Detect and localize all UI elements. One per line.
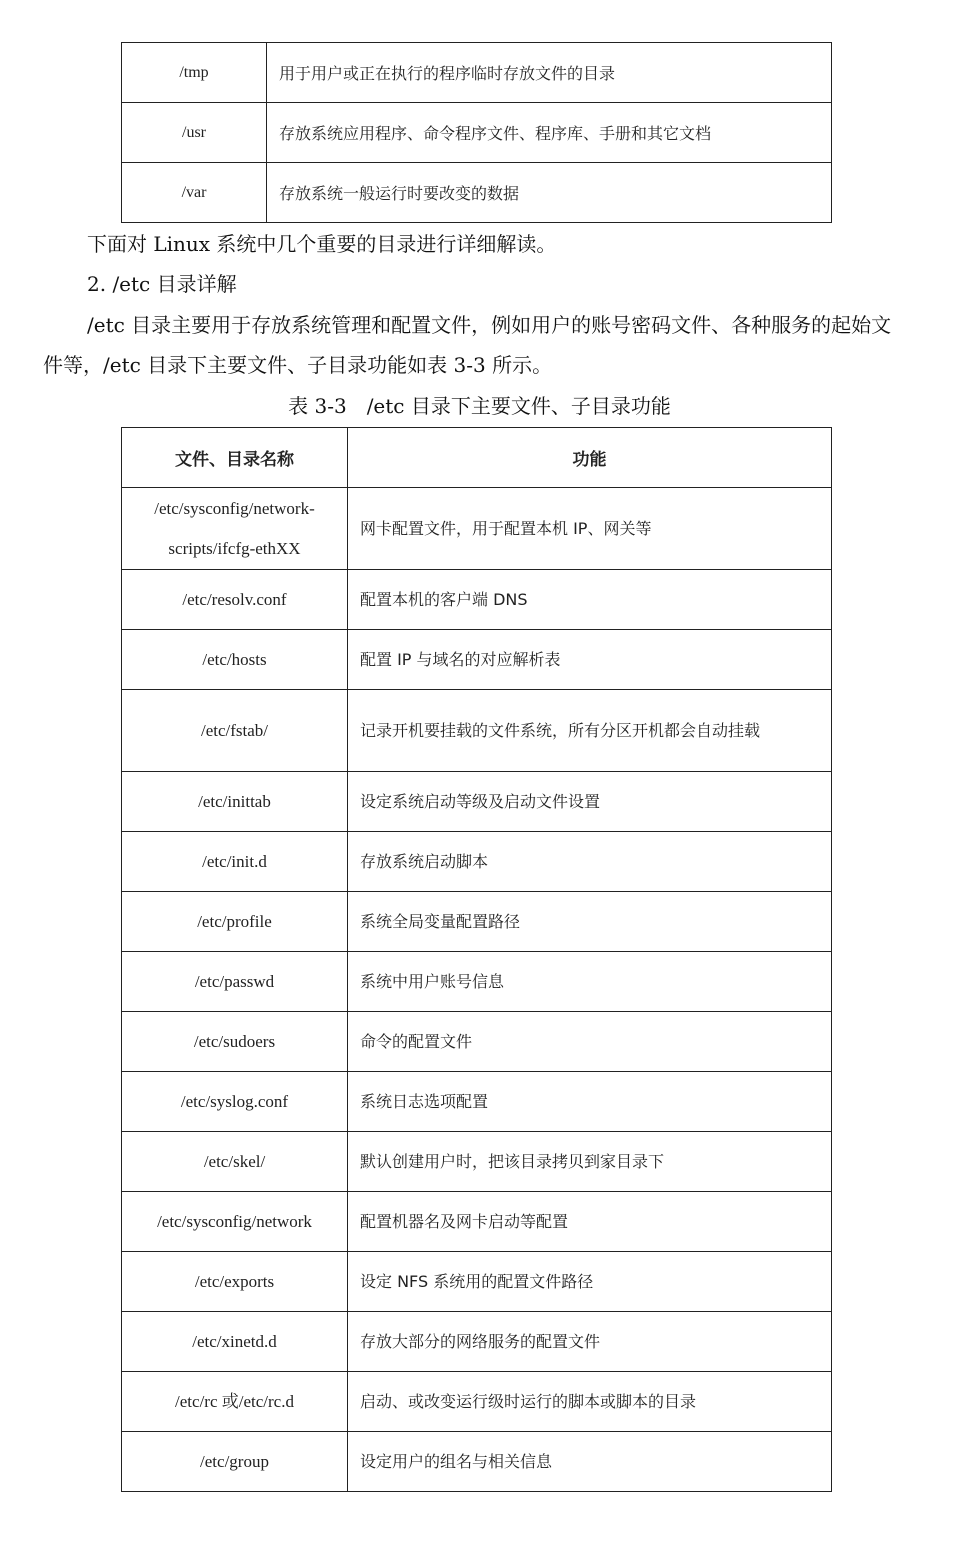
dir-name-cell: /tmp <box>122 43 267 103</box>
file-desc-cell: 记录开机要挂载的文件系统，所有分区开机都会自动挂载 <box>348 690 832 772</box>
table-row <box>122 1012 832 1072</box>
file-desc-cell: 启动、或改变运行级时运行的脚本或脚本的目录 <box>348 1372 832 1432</box>
body-paragraph: /etc 目录主要用于存放系统管理和配置文件，例如用户的账号密码文件、各种服务的起始文件等，/etc 目录下主要文件、子目录功能如表 3-3 所示。 <box>43 313 892 377</box>
table-row <box>122 1072 832 1132</box>
file-name-cell: /etc/profile <box>122 892 348 952</box>
directory-table-continued <box>121 42 832 223</box>
table-row <box>122 488 832 570</box>
file-name-cell: /etc/resolv.conf <box>122 570 348 630</box>
dir-name-cell: /usr <box>122 103 267 163</box>
etc-directory-table <box>121 427 832 1492</box>
file-desc-cell: 配置机器名及网卡启动等配置 <box>348 1192 832 1252</box>
file-desc-cell: 系统日志选项配置 <box>348 1072 832 1132</box>
file-name-cell: /etc/syslog.conf <box>122 1072 348 1132</box>
table-row <box>122 1432 832 1492</box>
file-desc-cell: 设定系统启动等级及启动文件设置 <box>348 772 832 832</box>
file-name-cell: /etc/hosts <box>122 630 348 690</box>
table-row <box>122 1252 832 1312</box>
file-name-cell: /etc/group <box>122 1432 348 1492</box>
file-desc-cell: 默认创建用户时，把该目录拷贝到家目录下 <box>348 1132 832 1192</box>
table-row <box>122 630 832 690</box>
file-desc-cell: 系统全局变量配置路径 <box>348 892 832 952</box>
file-name-cell: /etc/skel/ <box>122 1132 348 1192</box>
dir-desc-cell: 用于用户或正在执行的程序临时存放文件的目录 <box>267 43 832 103</box>
table-row <box>122 952 832 1012</box>
file-name-cell: /etc/init.d <box>122 832 348 892</box>
file-name-cell: /etc/inittab <box>122 772 348 832</box>
table-caption: 表 3-3 /etc 目录下主要文件、子目录功能 <box>288 394 671 418</box>
intro-paragraph: 下面对 Linux 系统中几个重要的目录进行详细解读。 <box>87 232 557 256</box>
table-row <box>122 690 832 772</box>
file-name-cell: /etc/fstab/ <box>122 690 348 772</box>
file-name-cell: /etc/exports <box>122 1252 348 1312</box>
table-row <box>122 570 832 630</box>
file-name-cell: /etc/rc 或/etc/rc.d <box>122 1372 348 1432</box>
file-desc-cell: 配置 IP 与域名的对应解析表 <box>348 630 832 690</box>
file-desc-cell: 系统中用户账号信息 <box>348 952 832 1012</box>
file-desc-cell: 设定 NFS 系统用的配置文件路径 <box>348 1252 832 1312</box>
dir-desc-cell: 存放系统应用程序、命令程序文件、程序库、手册和其它文档 <box>267 103 832 163</box>
dir-desc-cell: 存放系统一般运行时要改变的数据 <box>267 163 832 223</box>
file-name-cell: /etc/sudoers <box>122 1012 348 1072</box>
file-desc-cell: 设定用户的组名与相关信息 <box>348 1432 832 1492</box>
header-name: 文件、目录名称 <box>122 428 348 488</box>
table-row <box>122 832 832 892</box>
file-desc-cell: 网卡配置文件，用于配置本机 IP、网关等 <box>348 488 832 570</box>
table-row <box>122 892 832 952</box>
dir-name-cell: /var <box>122 163 267 223</box>
header-function: 功能 <box>348 428 832 488</box>
file-desc-cell: 命令的配置文件 <box>348 1012 832 1072</box>
file-name-cell: /etc/sysconfig/network <box>122 1192 348 1252</box>
file-desc-cell: 存放大部分的网络服务的配置文件 <box>348 1312 832 1372</box>
file-name-cell: /etc/xinetd.d <box>122 1312 348 1372</box>
file-name-cell: /etc/passwd <box>122 952 348 1012</box>
table-row <box>122 163 832 223</box>
table-row <box>122 1192 832 1252</box>
table-row <box>122 1372 832 1432</box>
table-row <box>122 103 832 163</box>
table-row <box>122 1132 832 1192</box>
table-row <box>122 772 832 832</box>
table-row <box>122 1312 832 1372</box>
table-row <box>122 43 832 103</box>
file-desc-cell: 配置本机的客户端 DNS <box>348 570 832 630</box>
file-desc-cell: 存放系统启动脚本 <box>348 832 832 892</box>
table-header-row <box>122 428 832 488</box>
file-name-cell: /etc/sysconfig/network-scripts/ifcfg-ethXX <box>122 488 348 570</box>
section-heading: 2. /etc 目录详解 <box>87 272 237 296</box>
